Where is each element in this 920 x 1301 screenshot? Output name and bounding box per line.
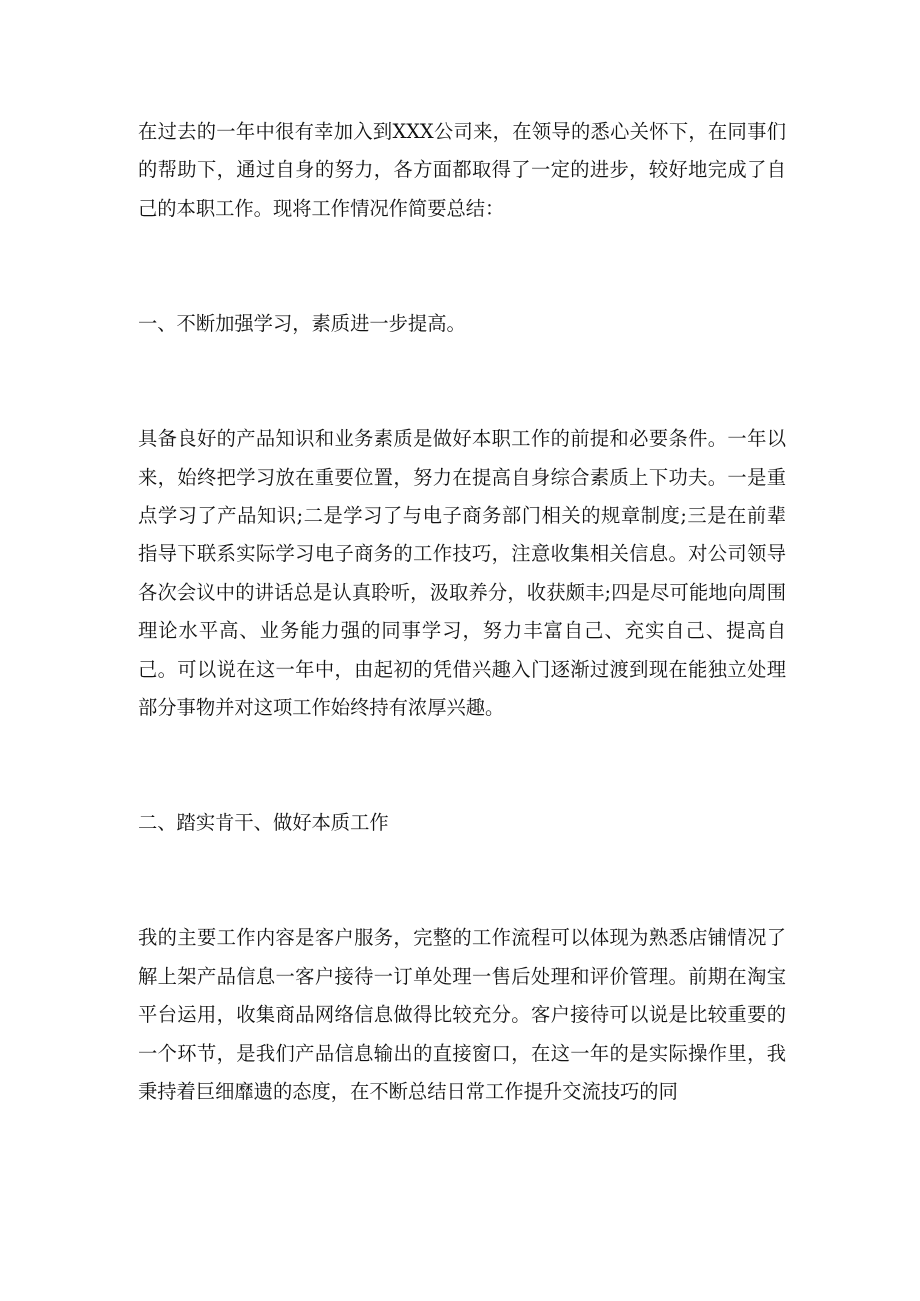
section-2-paragraph: 我的主要工作内容是客户服务，完整的工作流程可以体现为熟悉店铺情况了解上架产品信息一客户接待一订单处理一售后处理和评价管理。前期在淘宝平台运用，收集商品网络信息做得比较充分。客户接待可以说是比较重要的一个环节，是我们产品信息输出的直接窗口，在这一年的是实际操作里，我秉持着巨细靡遗的态度，在不断总结日常工作提升交流技巧的同	[138, 926, 786, 1104]
intro-paragraph: 在过去的一年中很有幸加入到XXX公司来，在领导的悉心关怀下，在同事们的帮助下，通过自身的努力，各方面都取得了一定的进步，较好地完成了自己的本职工作。现将工作情况作简要总结：	[138, 120, 786, 220]
section-2-heading: 二、踏实肯干、做好本质工作	[138, 811, 389, 835]
paragraph-gap	[138, 343, 786, 420]
section-1-heading: 一、不断加强学习，素质进一步提高。	[138, 312, 466, 336]
section-1-paragraph: 具备良好的产品知识和业务素质是做好本职工作的前提和必要条件。一年以来，始终把学习放在重要位置，努力在提高自身综合素质上下功夫。一是重点学习了产品知识;二是学习了与电子商务部门相关的规章制度;三是在前辈指导下联系实际学习电子商务的工作技巧，注意收集相关信息。对公司领导各次会议中的讲话总是认真聆听，汲取养分，收获颇丰;四是尽可能地向周围理论水平高、业务能力强的同事学习，努力丰富自己、充实自己、提高自己。可以说在这一年中，由起初的凭借兴趣入门逐渐过渡到现在能独立处理部分事物并对这项工作始终持有浓厚兴趣。	[138, 427, 786, 720]
document-body	[138, 113, 786, 1112]
paragraph-gap	[138, 228, 786, 305]
paragraph-gap	[138, 843, 786, 920]
paragraph-gap	[138, 727, 786, 804]
